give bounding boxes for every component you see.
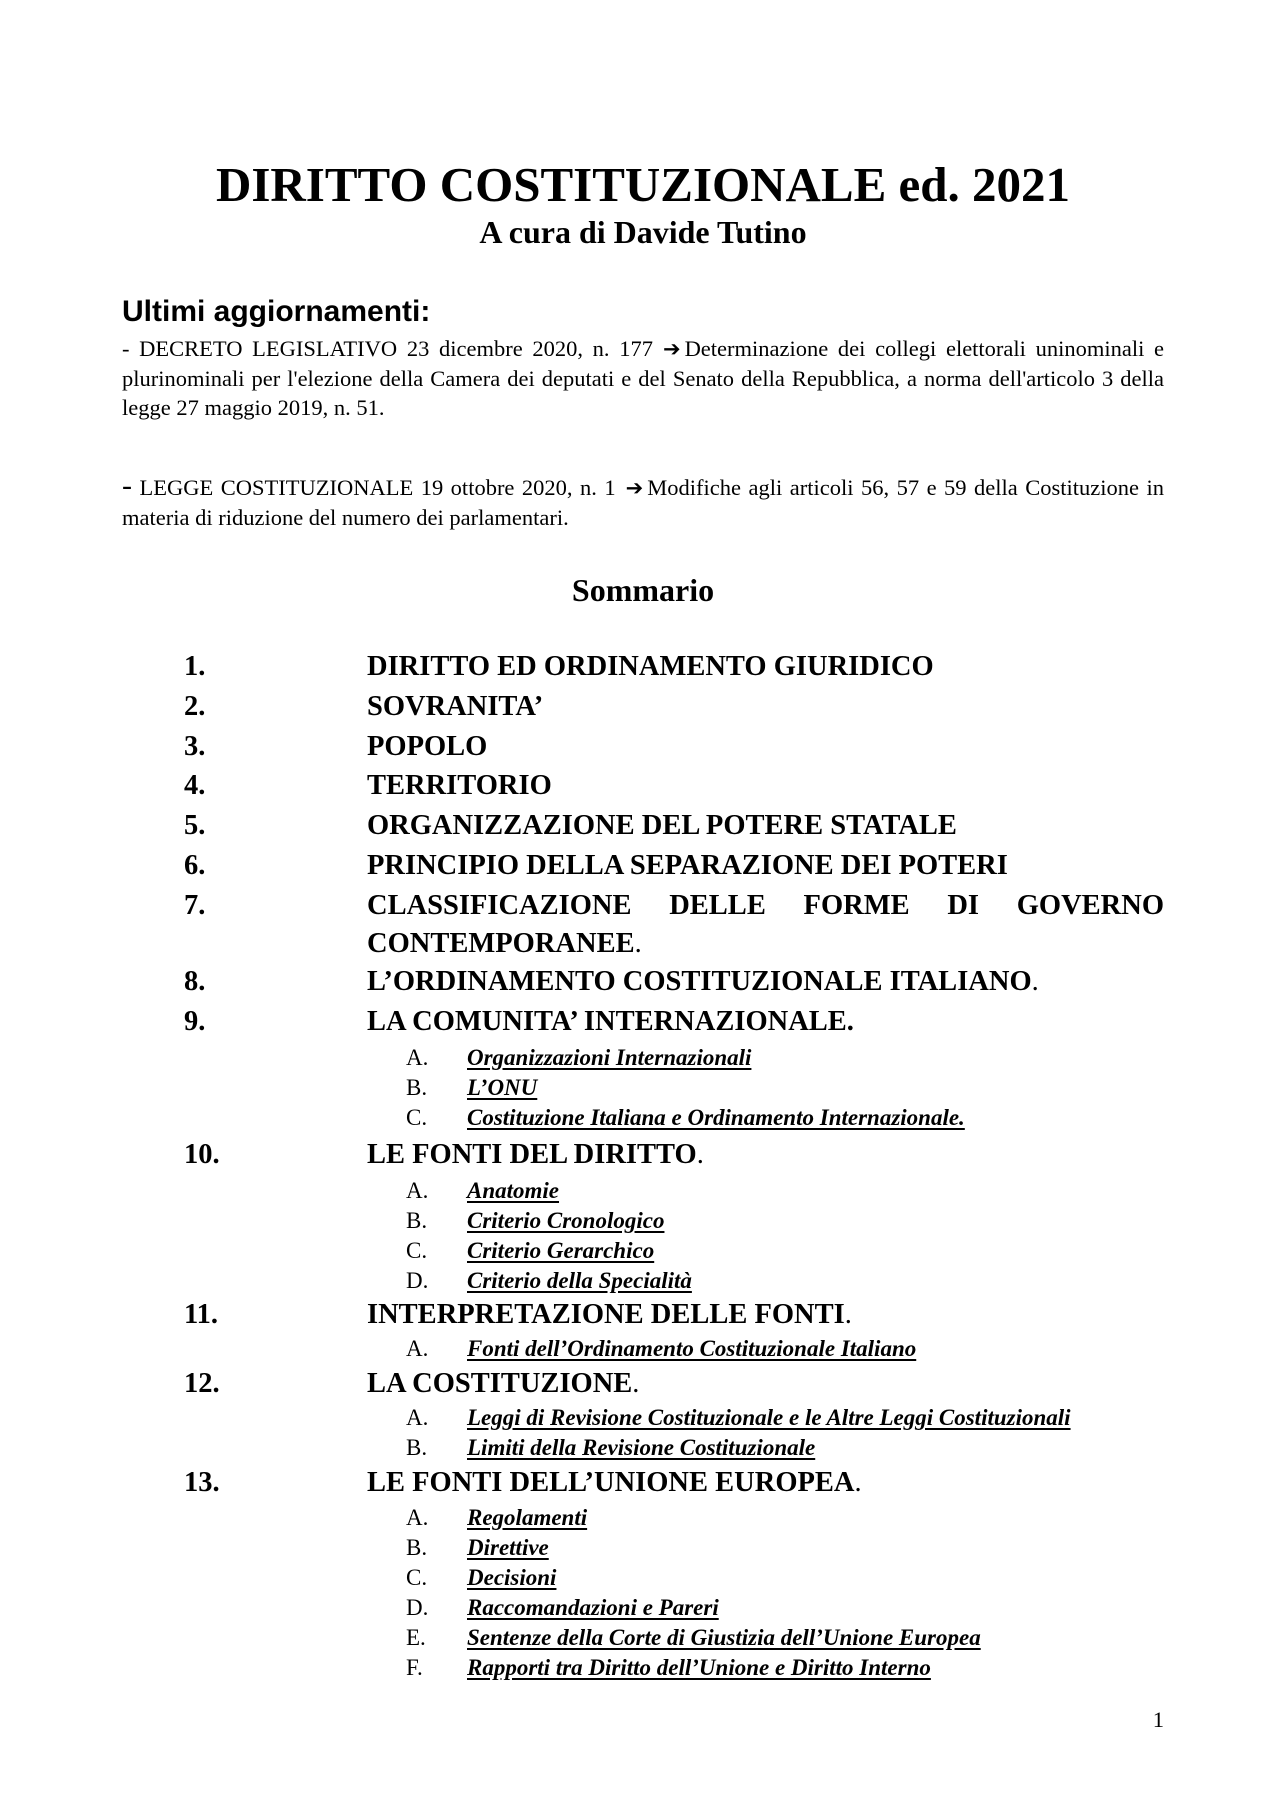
toc-subitem-letter: F. xyxy=(406,1655,423,1680)
toc-subitem-letter: B. xyxy=(406,1208,428,1233)
document-subtitle: A cura di Davide Tutino xyxy=(479,214,807,250)
toc-item-title-text: LA COSTITUZIONE xyxy=(367,1368,633,1399)
toc-item-trailing-dot: . xyxy=(634,928,642,959)
update-source: DECRETO LEGISLATIVO 23 dicembre 2020, n. 177 xyxy=(139,336,653,361)
update-source: LEGGE COSTITUZIONALE 19 ottobre 2020, n. 1 xyxy=(139,475,616,500)
toc-item-number: 8. xyxy=(184,966,206,997)
toc-item-title[interactable] xyxy=(367,1464,1164,1502)
arrow-right-icon: ➔ xyxy=(662,337,681,361)
toc-item-title[interactable] xyxy=(367,1003,1164,1041)
toc-item-trailing-dot: . xyxy=(854,1467,862,1498)
toc-item-title-text: TERRITORIO xyxy=(367,770,552,801)
toc-item-title-text: INTERPRETAZIONE DELLE FONTI xyxy=(367,1299,845,1330)
toc-item-trailing-dot: . xyxy=(1031,966,1039,997)
update-item xyxy=(122,471,1164,532)
toc-subitem-letter: A. xyxy=(406,1178,429,1203)
toc-item-number: 6. xyxy=(184,850,206,881)
toc-item-number: 2. xyxy=(184,691,206,722)
toc-item-title-text: L’ORDINAMENTO COSTITUZIONALE ITALIANO xyxy=(367,966,1032,997)
toc-subitem-letter: D. xyxy=(406,1268,429,1293)
toc-item-title-text: LE FONTI DEL DIRITTO xyxy=(367,1139,697,1170)
toc-subitem-link[interactable]: Rapporti tra Diritto dell’Unione e Diritto Interno xyxy=(467,1655,931,1680)
toc-subitem-letter: A. xyxy=(406,1045,429,1070)
toc-item-title[interactable] xyxy=(367,887,1164,963)
toc-item-trailing-dot: . xyxy=(696,1139,704,1170)
toc-subitem-letter: B. xyxy=(406,1435,428,1460)
toc-item-title[interactable] xyxy=(367,963,1164,1001)
update-description: Modifiche agli articoli 56, 57 e 59 della Costituzione in materia di riduzione del numero dei parlamentari. xyxy=(122,475,1165,530)
toc-subitem-letter: C. xyxy=(406,1105,428,1130)
toc-subitem-letter: D. xyxy=(406,1595,429,1620)
toc-item-trailing-dot: . xyxy=(632,1368,640,1399)
toc-item-number: 9. xyxy=(184,1006,206,1037)
toc-item-number: 11. xyxy=(184,1299,219,1330)
toc-subitem-link[interactable]: Organizzazioni Internazionali xyxy=(467,1045,752,1070)
toc-subitem-link[interactable]: Costituzione Italiana e Ordinamento Internazionale. xyxy=(467,1105,965,1130)
toc-item-title-text: SOVRANITA’ xyxy=(367,691,544,722)
toc-subitem-letter: A. xyxy=(406,1505,429,1530)
toc-item-title-text: DIRITTO ED ORDINAMENTO GIURIDICO xyxy=(367,651,934,682)
toc-subitem-link[interactable]: Decisioni xyxy=(467,1565,557,1590)
arrow-right-icon: ➔ xyxy=(625,476,644,500)
toc-item-title[interactable] xyxy=(367,807,1164,845)
update-item xyxy=(122,334,1164,422)
toc-item-title-text: POPOLO xyxy=(367,731,488,762)
toc-item-number: 1. xyxy=(184,651,206,682)
toc-item-title[interactable] xyxy=(367,728,1164,766)
toc-subitem-link[interactable]: Raccomandazioni e Pareri xyxy=(467,1595,719,1620)
toc-item-number: 12. xyxy=(184,1368,220,1399)
toc-item-title[interactable] xyxy=(367,1365,1164,1403)
document-page xyxy=(122,0,1164,1811)
toc-item-title[interactable] xyxy=(367,1296,1164,1334)
document-title: DIRITTO COSTITUZIONALE ed. 2021 xyxy=(215,157,1071,212)
toc-item-title-text: ORGANIZZAZIONE DEL POTERE STATALE xyxy=(367,810,957,841)
toc-subitem-letter: A. xyxy=(406,1336,429,1361)
toc-subitem-letter: C. xyxy=(406,1238,428,1263)
toc-item-number: 13. xyxy=(184,1467,220,1498)
toc-subitem-letter: B. xyxy=(406,1535,428,1560)
summary-heading: Sommario xyxy=(571,572,715,608)
toc-item-title-text: LA COMUNITA’ INTERNAZIONALE. xyxy=(367,1006,854,1037)
toc-item-title-text: CLASSIFICAZIONE DELLE FORME DI GOVERNO CONTEMPORANEE xyxy=(367,890,1164,959)
update-dash: - xyxy=(122,336,130,361)
toc-subitem-link[interactable]: Limiti della Revisione Costituzionale xyxy=(467,1435,816,1460)
toc-subitem-letter: E. xyxy=(406,1625,426,1650)
toc-subitem-link[interactable]: Criterio Cronologico xyxy=(467,1208,665,1233)
toc-subitem-link[interactable]: Leggi di Revisione Costituzionale e le Altre Leggi Costituzionali xyxy=(467,1405,1071,1430)
toc-subitem-link[interactable]: Regolamenti xyxy=(467,1505,588,1530)
toc-item-title[interactable] xyxy=(367,847,1164,885)
toc-subitem-letter: A. xyxy=(406,1405,429,1430)
toc-subitem-link[interactable]: Direttive xyxy=(467,1535,549,1560)
toc-item-title-text: PRINCIPIO DELLA SEPARAZIONE DEI POTERI xyxy=(367,850,1008,881)
toc-subitem-link[interactable]: L’ONU xyxy=(467,1075,538,1100)
toc-item-number: 5. xyxy=(184,810,206,841)
toc-subitem-link[interactable]: Criterio della Specialità xyxy=(467,1268,692,1293)
toc-item-number: 7. xyxy=(184,890,206,921)
toc-item-title[interactable] xyxy=(367,1136,1164,1174)
update-dash: - xyxy=(122,469,132,502)
toc-item-title[interactable] xyxy=(367,688,1164,726)
toc-item-trailing-dot: . xyxy=(844,1299,852,1330)
toc-subitem-link[interactable]: Fonti dell’Ordinamento Costituzionale Italiano xyxy=(467,1336,917,1361)
toc-item-number: 3. xyxy=(184,731,206,762)
updates-heading: Ultimi aggiornamenti: xyxy=(122,295,431,328)
toc-item-number: 10. xyxy=(184,1139,220,1170)
toc-subitem-link[interactable]: Sentenze della Corte di Giustizia dell’Unione Europea xyxy=(467,1625,981,1650)
toc-subitem-letter: B. xyxy=(406,1075,428,1100)
page-number: 1 xyxy=(1152,1707,1164,1732)
toc-subitem-link[interactable]: Criterio Gerarchico xyxy=(467,1238,655,1263)
toc-item-title[interactable] xyxy=(367,767,1164,805)
toc-subitem-link[interactable]: Anatomie xyxy=(467,1178,560,1203)
update-description: Determinazione dei collegi elettorali uninominali e plurinominali per l'elezione della Camera dei deputati e del Senato della Repubblica, a norma dell'articolo 3 della legge 27 maggio 2019, n. 51. xyxy=(122,336,1164,420)
toc-item-title[interactable] xyxy=(367,648,1164,686)
toc-item-number: 4. xyxy=(184,770,206,801)
toc-subitem-letter: C. xyxy=(406,1565,428,1590)
toc-item-title-text: LE FONTI DELL’UNIONE EUROPEA xyxy=(367,1467,855,1498)
